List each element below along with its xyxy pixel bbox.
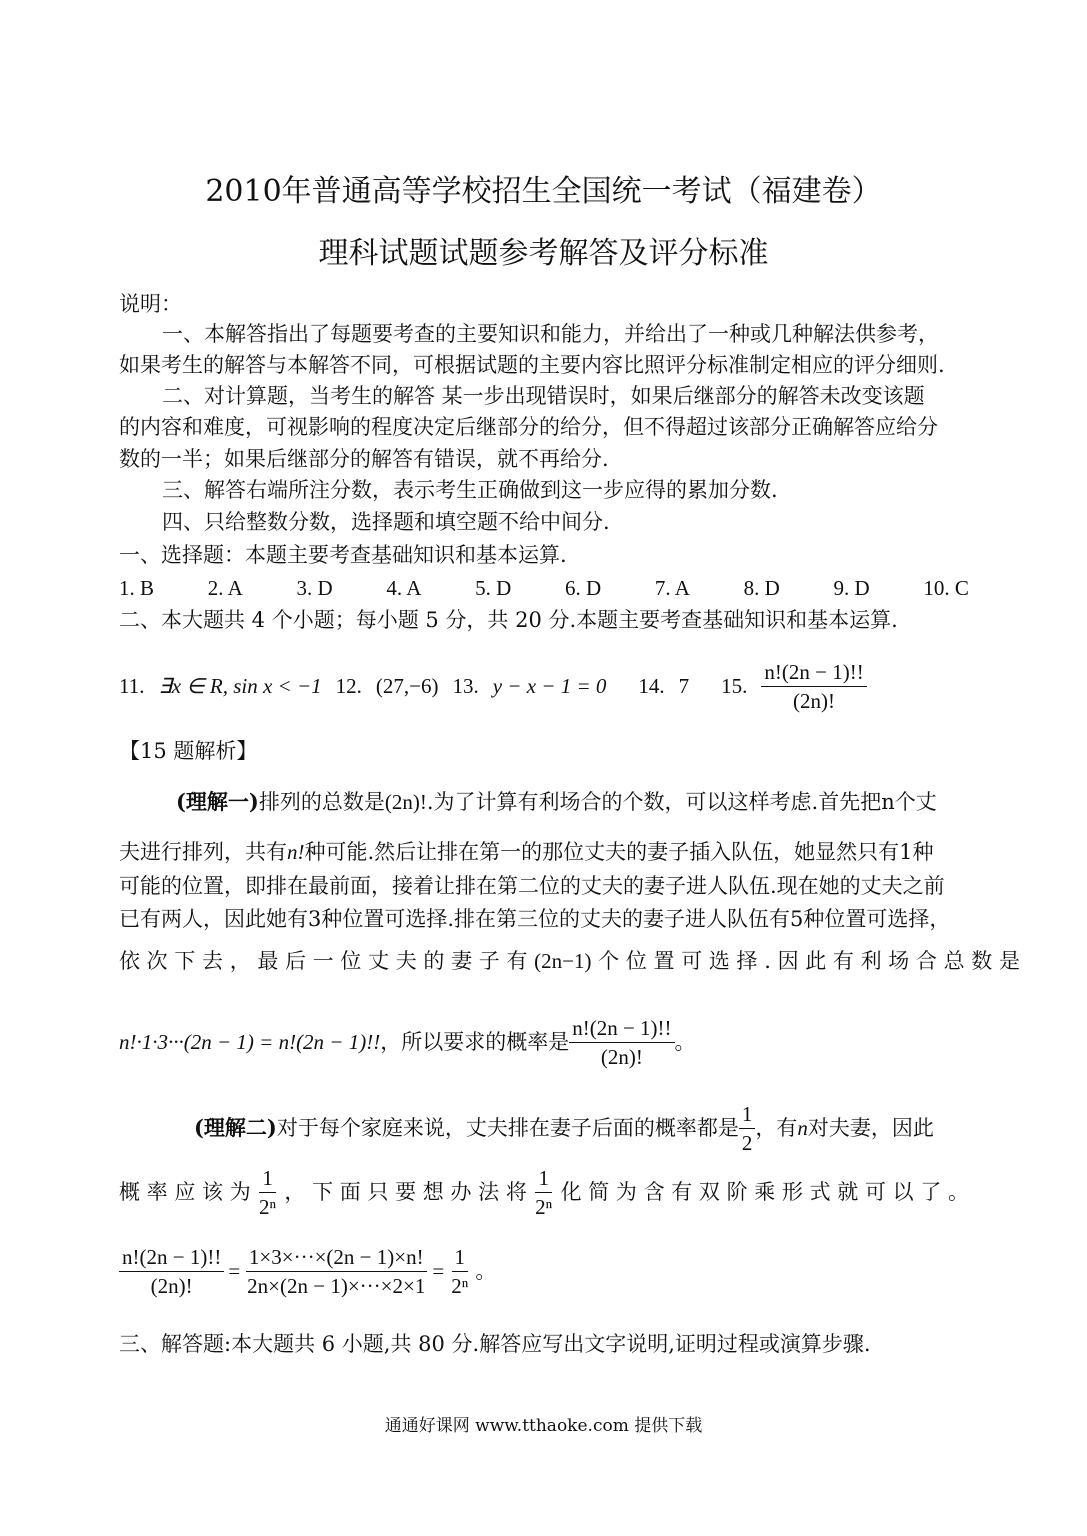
note-1-cont: 如果考生的解答与本解答不同，可根据试题的主要内容比照评分标准制定相应的评分细则. <box>119 353 945 377</box>
section-1-header: 一、选择题：本题主要考查基础知识和基本运算. <box>119 543 567 567</box>
fraction-numerator: 1 <box>739 1102 756 1129</box>
mc-answer-1: 1. B <box>119 576 155 600</box>
text-span: 对于每个家庭来说，丈夫排在妻子后面的概率都是 <box>276 1116 739 1140</box>
fill-answer-11: ∃x ∈ R, sin x < −1 <box>158 674 322 698</box>
fill-answer-14: 7 <box>678 674 690 698</box>
mc-answer-2: 2. A <box>207 576 243 600</box>
equation-fraction-3 <box>448 1245 471 1298</box>
note-2-cont-2: 数的一半；如果后继部分的解答有错误，就不再给分. <box>119 447 609 471</box>
mc-answer-6: 6. D <box>564 576 602 600</box>
fraction-denominator: 2 <box>741 1130 753 1155</box>
title-line-1: 2010年普通高等学校招生全国统一考试（福建卷） <box>205 174 882 209</box>
text-span: 排列的总数是 <box>258 790 385 814</box>
text-span: 。 <box>674 1030 696 1054</box>
fill-number-15: 15. <box>721 674 748 698</box>
text-span: 化 简 为 含 有 双 阶 乘 形 式 就 可 以 了 。 <box>560 1180 969 1204</box>
text-span: 。 <box>475 1259 497 1283</box>
fill-number-11: 11. <box>119 674 145 698</box>
fraction-numerator: 1 <box>535 1166 552 1193</box>
note-1: 一、本解答指出了每题要考查的主要知识和能力，并给出了一种或几种解法供参考， <box>162 322 939 346</box>
fill-answer-13: y − x − 1 = 0 <box>492 674 607 698</box>
mc-answer-9: 9. D <box>833 576 870 600</box>
fraction-numerator: n!(2n − 1)!! <box>119 1245 224 1272</box>
mc-answer-8: 8. D <box>743 576 780 600</box>
note-2-cont: 的内容和难度，可视影响的程度决定后继部分的给分，但不得超过该部分正确解答应给分 <box>119 415 938 439</box>
probability-fraction <box>569 1016 674 1069</box>
fill-answer-12: (27,−6) <box>375 674 439 698</box>
text-span: 种可能.然后让排在第一的那位丈夫的妻子插入队伍，她显然只有1种 <box>304 840 934 864</box>
solution-1-line-5 <box>119 947 1020 975</box>
solution-1-line-2 <box>119 838 934 866</box>
text-span: 依 次 下 去 ， 最 后 一 位 丈 夫 的 妻 子 有 <box>119 949 528 973</box>
equation-fraction-2 <box>244 1245 428 1298</box>
fraction-numerator: 1 <box>259 1166 276 1193</box>
fraction-numerator: 1 <box>452 1245 469 1272</box>
fraction-denominator: (2n)! <box>150 1273 193 1298</box>
mc-answer-4: 4. A <box>386 576 422 600</box>
math-inline: n <box>797 1116 808 1140</box>
solution-1-line-1 <box>176 788 937 816</box>
note-3: 三、解答右端所注分数，表示考生正确做到这一步应得的累加分数. <box>162 478 778 502</box>
solution-1-line-4: 已有两人，因此她有3种位置可选择.排在第三位的丈夫的妻子进人队伍有5种位置可选择， <box>119 907 951 931</box>
solution-1-tag: (理解一) <box>176 789 259 814</box>
probability-fraction <box>532 1166 555 1219</box>
fill-answer-row <box>119 656 867 716</box>
fraction-denominator: 2ⁿ <box>259 1194 277 1219</box>
text-span: ，所以要求的概率是 <box>380 1030 570 1054</box>
mc-answer-3: 3. D <box>296 576 333 600</box>
fraction-denominator: 2ⁿ <box>451 1273 469 1298</box>
fill-answer-15-fraction <box>761 660 866 713</box>
fill-number-13: 13. <box>452 674 479 698</box>
fraction-denominator: (2n)! <box>600 1044 643 1069</box>
mc-answer-5: 5. D <box>475 576 512 600</box>
solution-2-tag: (理解二) <box>194 1115 277 1140</box>
mc-answer-7: 7. A <box>654 576 690 600</box>
solution-2-equation <box>119 1240 496 1302</box>
solution-1-line-3: 可能的位置，即排在最前面，接着让排在第二位的丈夫的妻子进人队伍.现在她的丈夫之前 <box>119 874 945 898</box>
solution-2-line-1 <box>194 1098 934 1158</box>
page-footer: 通通好课网 www.tthaoke.com 提供下载 <box>384 1416 703 1436</box>
fill-number-14: 14. <box>638 674 665 698</box>
fill-number-12: 12. <box>335 674 362 698</box>
fraction-numerator: n!(2n − 1)!! <box>569 1016 674 1043</box>
intro-label: 说明： <box>119 292 182 316</box>
half-fraction <box>739 1102 756 1155</box>
mc-answer-row <box>119 574 969 602</box>
fraction-denominator: 2n×(2n − 1)×···×2×1 <box>247 1273 426 1298</box>
math-inline: (2n−1) <box>534 949 592 973</box>
solution-1-line-6 <box>119 1012 696 1072</box>
fraction-numerator: n!(2n − 1)!! <box>761 660 866 687</box>
fraction-numerator: 1×3×···×(2n − 1)×n! <box>246 1245 427 1272</box>
text-span: ， 下 面 只 要 想 办 法 将 <box>284 1180 527 1204</box>
text-span: .为了计算有利场合的个数，可以这样考虑.首先把n个丈 <box>426 790 937 814</box>
text-span: 夫进行排列，共有 <box>119 840 287 864</box>
math-inline: n! <box>287 840 305 864</box>
fraction-denominator: 2ⁿ <box>535 1194 553 1219</box>
mc-answer-10: 10. C <box>923 576 969 600</box>
note-2: 二、对计算题，当考生的解答 某一步出现错误时，如果后继部分的解答未改变该题 <box>162 384 925 408</box>
probability-fraction <box>256 1166 279 1219</box>
section-3-header: 三、解答题:本大题共 6 小题,共 80 分.解答应写出文字说明,证明过程或演算步骤. <box>119 1332 871 1356</box>
title-line-2: 理科试题试题参考解答及评分标准 <box>318 236 769 271</box>
text-span: 概 率 应 该 为 <box>119 1180 251 1204</box>
text-span: 个 位 置 可 选 择 . 因 此 有 利 场 合 总 数 是 <box>598 949 1020 973</box>
equation-fraction-1 <box>119 1245 224 1298</box>
q15-header: 【15 题解析】 <box>119 739 258 763</box>
math-inline: (2n)! <box>384 790 427 814</box>
section-2-header: 二、本大题共 4 个小题；每小题 5 分，共 20 分.本题主要考查基础知识和基本运算. <box>119 608 898 632</box>
note-4: 四、只给整数分数，选择题和填空题不给中间分. <box>162 510 610 534</box>
equals-sign: = <box>432 1259 445 1283</box>
math-inline: n!·1·3···(2n − 1) = n!(2n − 1)!! <box>119 1030 381 1054</box>
solution-2-line-2 <box>119 1162 969 1222</box>
fraction-denominator: (2n)! <box>793 688 836 713</box>
text-span: 对夫妻，因此 <box>807 1116 934 1140</box>
text-span: ，有 <box>755 1116 798 1140</box>
equals-sign: = <box>228 1259 241 1283</box>
